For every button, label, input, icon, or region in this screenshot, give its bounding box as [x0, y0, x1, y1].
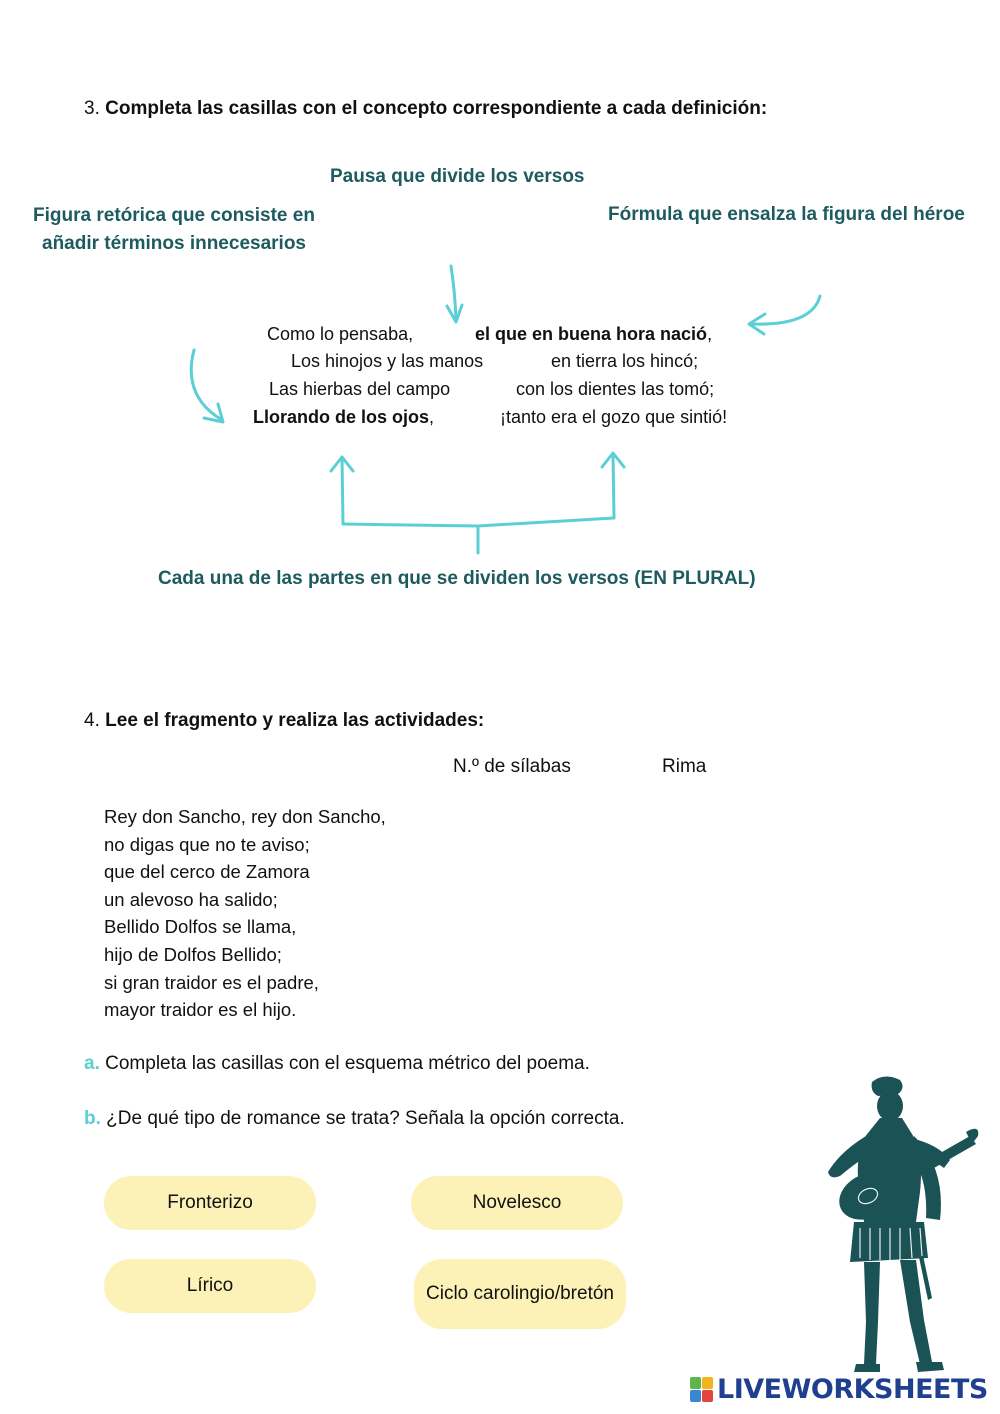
question-number: 4.: [84, 710, 100, 731]
bracket-left-arrow: [342, 458, 343, 524]
option-fronterizo[interactable]: [104, 1176, 316, 1230]
poem-line: hijo de Dolfos Bellido;: [104, 943, 282, 965]
bracket-right-arrow: [613, 454, 614, 518]
activity-text: Completa las casillas con el esquema métrico del poema.: [105, 1053, 590, 1074]
question-text: Lee el fragmento y realiza las actividades:: [105, 710, 485, 731]
arrows-diagram: [0, 0, 1000, 600]
definition-figure-line1: Figura retórica que consiste en: [33, 205, 315, 226]
option-novelesco[interactable]: [411, 1176, 623, 1230]
column-syllables: N.º de sílabas: [453, 756, 571, 777]
logo-text: LIVEWORKSHEETS: [717, 1374, 988, 1405]
poem-line: no digas que no te aviso;: [104, 833, 310, 855]
verse-2-first: Los hinojos y las manos: [291, 351, 484, 371]
epithet-text: el que en buena hora nació: [475, 324, 708, 344]
activity-letter: a.: [84, 1053, 100, 1074]
verse-2-second: en tierra los hincó;: [551, 351, 699, 371]
pleonasm-text: Llorando de los ojos: [253, 407, 430, 427]
verse-4-second: ¡tanto era el gozo que sintió!: [500, 407, 728, 427]
arrow-formula: [752, 296, 820, 324]
option-label: Ciclo carolingio/bretón: [426, 1283, 614, 1304]
definition-formula: Fórmula que ensalza la figura del héroe: [608, 204, 965, 225]
minstrel-illustration: [820, 1072, 990, 1382]
option-label: Novelesco: [472, 1192, 562, 1213]
poem-line: Rey don Sancho, rey don Sancho,: [104, 806, 386, 827]
activity-letter: b.: [84, 1108, 101, 1129]
verse-1-second: [475, 324, 712, 345]
poem-line: un alevoso ha salido;: [104, 888, 278, 910]
question-number: 3.: [84, 98, 100, 119]
verse-1-first: Como lo pensaba,: [267, 324, 414, 344]
verse-3-first: Las hierbas del campo: [269, 379, 451, 399]
activity-b: [84, 1108, 625, 1130]
question-text: Completa las casillas con el concepto correspondiente a cada definición:: [105, 98, 768, 119]
column-rhyme: Rima: [662, 756, 707, 777]
option-ciclo-carolingio[interactable]: [414, 1259, 626, 1329]
poem-line: que del cerco de Zamora: [104, 861, 310, 883]
definition-parts: Cada una de las partes en que se dividen los versos (EN PLURAL): [158, 568, 756, 589]
liveworksheets-logo: [690, 1374, 988, 1405]
activity-text: ¿De qué tipo de romance se trata? Señala la opción correcta.: [106, 1108, 625, 1129]
verse-4-first: [253, 407, 434, 428]
definition-pause: Pausa que divide los versos: [330, 166, 585, 187]
verse-4-punct: ,: [429, 407, 435, 427]
poem-fragment: [104, 803, 386, 1024]
option-label: Lírico: [186, 1275, 234, 1296]
question-4-title: [84, 710, 484, 732]
verse-3-second: con los dientes las tomó;: [516, 379, 715, 399]
activity-a: [84, 1053, 590, 1075]
arrow-figure: [191, 350, 222, 420]
poem-line: mayor traidor es el hijo.: [104, 999, 297, 1021]
option-lirico[interactable]: [104, 1259, 316, 1313]
poem-line: si gran traidor es el padre,: [104, 971, 319, 993]
definition-figure-line2: añadir términos innecesarios: [42, 233, 306, 254]
bracket-line: [343, 518, 614, 553]
poem-line: Bellido Dolfos se llama,: [104, 916, 297, 938]
live-badge-icon: [690, 1377, 714, 1403]
option-label: Fronterizo: [167, 1192, 253, 1213]
verse-1-punct: ,: [707, 324, 713, 344]
